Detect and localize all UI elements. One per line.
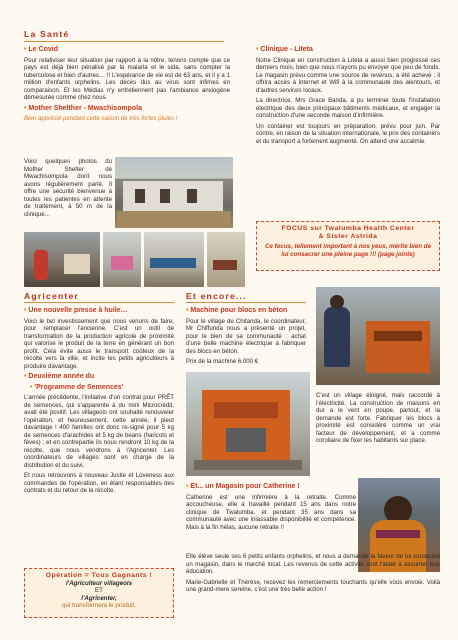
- deux-heading-2: • 'Programme de Semences': [24, 384, 174, 393]
- shelter-interior-photo-3: [144, 232, 204, 287]
- shelter-interior-photo-4: [207, 232, 245, 287]
- section-rule: [24, 41, 224, 42]
- covid-heading: • Le Covid: [24, 46, 230, 55]
- focus-box: [256, 221, 440, 271]
- coordinator-photo: [316, 287, 440, 385]
- shelter-interior-photo-1: [24, 232, 100, 287]
- operation-box: [24, 568, 174, 618]
- machine-price: Prix de la machine 6.000 €: [186, 358, 259, 365]
- liteta-paragraph-3: Un container est toujours en préparation, prévu pour juin. Par contre, en raison de la situation internationale, le prix des containers et du transport a fortement augmenté. On attend une accalmie.: [256, 122, 440, 145]
- village-column: [316, 392, 440, 448]
- mother-column: [24, 158, 112, 221]
- mother-subtitle: Bien apprécié pendant cette saison de très fortes pluies !: [24, 115, 178, 122]
- operation-title: Opération = Tous Gagnants !: [45, 572, 153, 579]
- village-paragraph: C'est un village éloigné, mais raccordé à l'électricité. La construction de maisons en dur a le vent en poupe, partout, et la demande est forte. Fabriquer les blocs à proximité est considéré comme un vrai facteur de développement, et a comme corollaire de fixer les habitants sur place.: [316, 392, 440, 444]
- focus-text: Ce focus, tellement important à nos yeux, mérite bien de lui consacrer une pleine page !!! (page jointe): [264, 243, 432, 258]
- liteta-heading: • Clinique - Liteta: [256, 46, 440, 55]
- section-rule: [186, 302, 306, 303]
- magasin-column: [186, 481, 356, 534]
- magasin-bottom-column: [186, 553, 440, 597]
- mother-shelter-photo: [115, 157, 233, 228]
- section-title-sante: La Santé: [24, 29, 70, 39]
- magasin-paragraph-3: Marie-Gabrielle et Thérèse, recevez les remerciements touchants qu'elle vous envoie. Voilà une grand-mere sereine, c'est une très belle action !: [186, 578, 440, 593]
- deux-paragraph-2: Et nous retrouvons à nouveau Justie et Loveness aux commandes de l'opération, en étant responsables des contrats et du retour de la récolte.: [24, 472, 174, 494]
- operation-line-2: ET: [95, 587, 103, 594]
- liteta-paragraph-1: Notre Clinique en construction à Liteta a aussi bien progressé ces derniers mois, bien que nous n'ayons pu envoyer que peu de fonds. Le magasin prévu comme une source de revenus, a été achevé ; il offrira accès à internet et Wifi à la communauté des alentours, et d'autres services locaux.: [256, 56, 440, 94]
- mother-paragraph: Voici quelques photos du Mother Shelter de Mwachisompola dont nous avons régulièrement parlé. Il offre une sécurité bienvenue à toutes les patientes en attente de traitement, à 50 m de la clinique…: [24, 158, 112, 218]
- deux-paragraph-1: L'année précédente, l'initiative d'un contrat pour PRÊT de semences, qui s'apparente à du mini Microcrédit, avait été positif. Les villageois ont souhaité renouveler l'opération, et heureusement, cette année, il pleut davantage ! 400 familles ont donc re-signé pour 5 kg de semences d'arachides et 5 kg de beans (haricots et fèves) ; et en contrepartie ils nous rendront 10 kg de la récolte, que nous vendrons à l'Agricenter. Les coordinateurs de villages sont en charge de la distribution et du suivi.: [24, 394, 174, 469]
- presse-paragraph: Voici le bel investissement que nous venons de faire, pour remplacer l'ancienne. C'est un outil de transformation de la production agricole de proximité qui valorise le produit de la terre en générant un bon profit. Cela évite aussi le transport coûteux de la récolte vers la ville, et incite les petits agriculteurs à produire davantage.: [24, 317, 174, 370]
- presse-heading: • Une nouvelle presse à huile…: [24, 307, 174, 316]
- machine-heading: • Machine pour blocs en béton: [186, 307, 306, 316]
- deux-heading-1: • Deuxième année du: [24, 373, 174, 382]
- mother-heading: • Mother Shelther - Mwachisompola: [24, 105, 230, 114]
- operation-line-3: l'Agricenter,: [81, 594, 117, 602]
- section-title-encore: Et encore...: [186, 291, 247, 301]
- block-machine-photo: [186, 372, 310, 476]
- liteta-column: [256, 44, 440, 148]
- machine-column: [186, 305, 306, 369]
- focus-title-1: FOCUS sur Twalumba Health Center: [281, 225, 415, 232]
- covid-column: [24, 44, 230, 125]
- focus-title-2: & Sister Astrida: [318, 232, 378, 240]
- operation-line-4: qui transformera le produit.: [62, 602, 136, 609]
- machine-paragraph: Pour le village de Chitanda, le coordinateur, Mr Chiffunda nous a présenté un projet, pour le bien de sa communauté : achat d'une belle machine électrique à fabriquer des blocs en béton.: [186, 317, 306, 355]
- liteta-paragraph-2: La directrice, Mrs Grace Banda, a pu terminer toute l'installation électrique des deux principaux bâtiments médicaux, et engager la construction d'une seconde maison d'infirmière.: [256, 97, 440, 119]
- operation-line-1: l'Agriculteur villageois: [65, 579, 133, 587]
- magasin-paragraph-1: Catherine est une infirmière à la retraite. Comme accoucheuse, elle a travaillé pendant 15 ans dans notre clinique de Twalumba, et pendant 35 ans dans sa communauté avec une inlassable disponibilité et compétence. Mais à la fin hélas, aucune retraite !!: [186, 493, 356, 531]
- magasin-paragraph-2: Elle élève seule ses 6 petits enfants orphelins, et nous a demandé la faveur de lui construire un magasin, dans le marché local. Les revenus de cette activité vont l'aider à assumer leur éducation.: [186, 553, 440, 575]
- shelter-interior-photo-2: [103, 232, 141, 287]
- section-rule: [24, 302, 174, 303]
- agricenter-column: [24, 305, 174, 498]
- magasin-heading: • Et... un Magasin pour Catherine !: [186, 483, 356, 492]
- section-title-agricenter: Agricenter: [24, 291, 79, 301]
- covid-paragraph: Pour relativiser leur situation par rapport à la nôtre, tenons compte que ce pays est déjà bien pénalisé par la malaria et le sida, sans compter la tuberculose et bien d'autres… !! L'espérance de vie est de 63 ans, et il y a 1 million d'enfants orphelins. Les décès dus au virus sont infimes en comparaison. Et les Médias n'y entretiennent pas l'ambiance anxiogène démesurée comme chez nous.: [24, 56, 230, 101]
